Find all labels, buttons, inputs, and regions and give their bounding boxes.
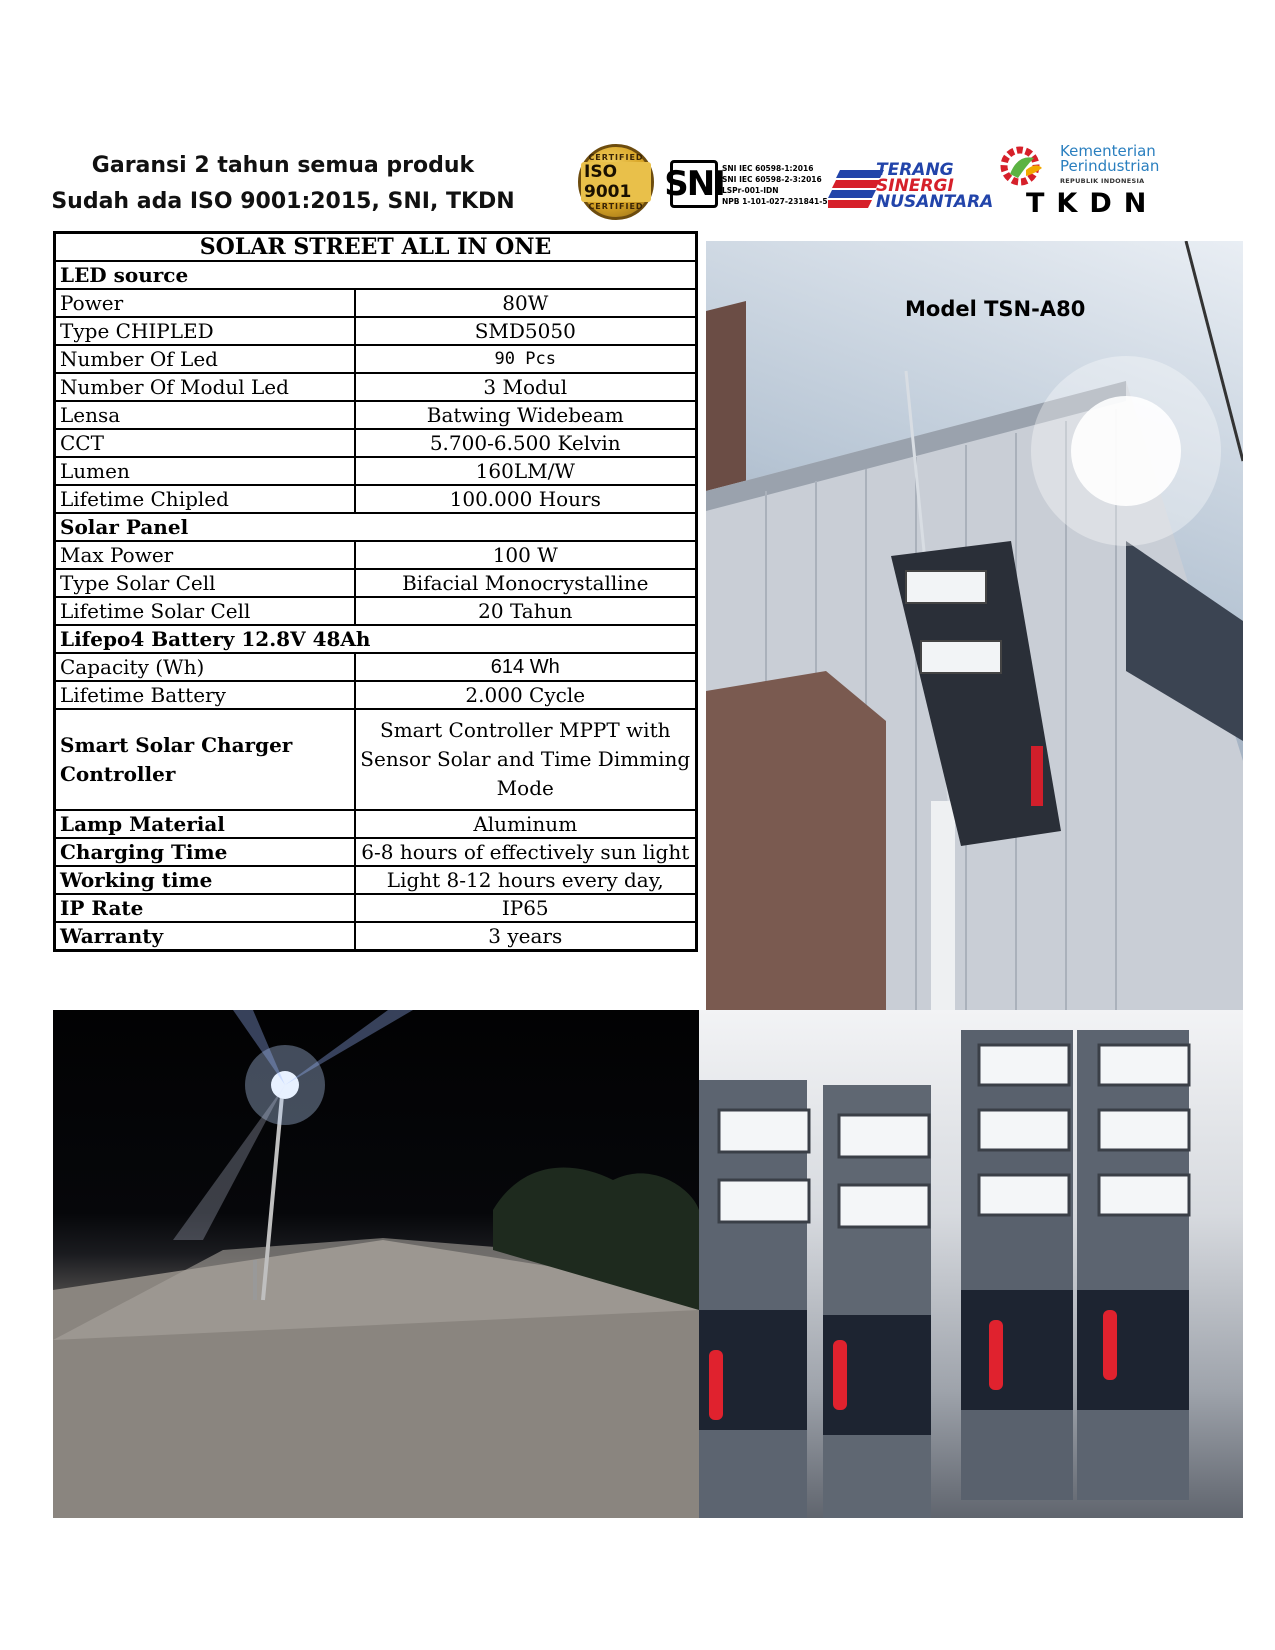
spec-value: 3 years	[355, 922, 697, 951]
spec-title: SOLAR STREET ALL IN ONE	[55, 233, 697, 262]
iso-seal-main-text: ISO 9001	[581, 162, 651, 202]
table-row	[55, 373, 697, 401]
spec-label: Number Of Led	[55, 345, 355, 373]
sni-standard-list	[722, 163, 830, 207]
iso-seal-bottom-text: CERTIFIED	[588, 202, 644, 211]
sni-standard-line: SNI IEC 60598-1:2016	[722, 164, 814, 173]
spec-value: IP65	[355, 894, 697, 922]
table-row	[55, 317, 697, 345]
tsn-word: TERANG	[876, 160, 954, 180]
lamp-units-illustration	[699, 1010, 1243, 1518]
model-label: Model TSN-A80	[905, 297, 1086, 321]
night-road-illustration	[53, 1010, 699, 1518]
building-lamp-photo	[706, 241, 1243, 1011]
spec-value: 100.000 Hours	[355, 485, 697, 513]
spec-label: Charging Time	[55, 838, 355, 866]
spec-label: Lamp Material	[55, 810, 355, 838]
spec-label: Warranty	[55, 922, 355, 951]
table-row	[55, 485, 697, 513]
section-row	[55, 625, 697, 653]
spec-label: IP Rate	[55, 894, 355, 922]
section-led-source: LED source	[55, 261, 697, 289]
header-text	[48, 148, 518, 220]
spec-value: Smart Controller MPPT with Sensor Solar and Time Dimming Mode	[355, 709, 697, 810]
spec-label: Type CHIPLED	[55, 317, 355, 345]
spec-value: 6-8 hours of effectively sun light	[355, 838, 697, 866]
spec-label: Power	[55, 289, 355, 317]
tkdn-wordmark: TKDN	[1026, 188, 1159, 219]
sni-logo: SNI	[670, 160, 718, 208]
tsn-word: NUSANTARA	[876, 192, 994, 212]
ministry-line: Perindustrian	[1060, 157, 1160, 175]
iso-seal-top-text: CERTIFIED	[588, 153, 644, 162]
table-row	[55, 401, 697, 429]
tsn-word: SINERGI	[876, 176, 954, 196]
sni-standard-line: SNI IEC 60598-2-3:2016	[722, 175, 822, 184]
table-row	[55, 569, 697, 597]
table-row	[55, 810, 697, 838]
spec-table	[53, 231, 698, 952]
spec-value: 100 W	[355, 541, 697, 569]
spec-label: Lumen	[55, 457, 355, 485]
table-row	[55, 653, 697, 681]
spec-value: Batwing Widebeam	[355, 401, 697, 429]
gear-icon	[996, 144, 1056, 194]
spec-label: Smart Solar Charger Controller	[55, 709, 355, 810]
section-battery: Lifepo4 Battery 12.8V 48Ah	[55, 625, 697, 653]
table-row	[55, 289, 697, 317]
ministry-country: REPUBLIK INDONESIA	[1060, 177, 1145, 185]
section-row	[55, 513, 697, 541]
spec-value: 80W	[355, 289, 697, 317]
spec-title-row	[55, 233, 697, 262]
table-row	[55, 866, 697, 894]
spec-value: 20 Tahun	[355, 597, 697, 625]
spec-value: Aluminum	[355, 810, 697, 838]
section-row	[55, 261, 697, 289]
ministry-line: Kementerian	[1060, 142, 1156, 160]
spec-label: Capacity (Wh)	[55, 653, 355, 681]
spec-value: 160LM/W	[355, 457, 697, 485]
tkdn-logo	[996, 142, 1176, 220]
certification-headline: Sudah ada ISO 9001:2015, SNI, TKDN	[51, 189, 515, 214]
lamp-units-photo	[699, 1010, 1243, 1518]
building-scene-illustration	[706, 241, 1243, 1011]
spec-label: Lifetime Battery	[55, 681, 355, 709]
spec-value: 5.700-6.500 Kelvin	[355, 429, 697, 457]
spec-value: 614 Wh	[355, 653, 697, 681]
table-row	[55, 429, 697, 457]
table-row	[55, 922, 697, 951]
table-row	[55, 838, 697, 866]
spec-label: Working time	[55, 866, 355, 894]
spec-value: Bifacial Monocrystalline	[355, 569, 697, 597]
terang-sinergi-nusantara-logo	[828, 160, 994, 212]
spec-label: Lifetime Chipled	[55, 485, 355, 513]
table-row	[55, 709, 697, 810]
table-row	[55, 541, 697, 569]
tsn-wordmark	[876, 162, 993, 210]
spec-value: 2.000 Cycle	[355, 681, 697, 709]
spec-value: SMD5050	[355, 317, 697, 345]
table-row	[55, 345, 697, 373]
night-road-photo	[53, 1010, 699, 1518]
spec-label: Lifetime Solar Cell	[55, 597, 355, 625]
ministry-name	[1060, 144, 1159, 189]
spec-label: Number Of Modul Led	[55, 373, 355, 401]
table-row	[55, 894, 697, 922]
table-row	[55, 597, 697, 625]
spec-label: CCT	[55, 429, 355, 457]
spec-value: 90 Pcs	[355, 345, 697, 373]
table-row	[55, 457, 697, 485]
spec-value: 3 Modul	[355, 373, 697, 401]
spec-label: Type Solar Cell	[55, 569, 355, 597]
spec-label: Max Power	[55, 541, 355, 569]
iso-9001-certified-seal	[578, 144, 654, 220]
spec-label: Lensa	[55, 401, 355, 429]
table-row	[55, 681, 697, 709]
section-solar-panel: Solar Panel	[55, 513, 697, 541]
sni-standard-line: LSPr-001-IDN	[722, 186, 779, 195]
spec-value: Light 8-12 hours every day,	[355, 866, 697, 894]
sni-standard-line: NPB 1-101-027-231841-5	[722, 197, 828, 206]
warranty-headline: Garansi 2 tahun semua produk	[91, 153, 475, 178]
